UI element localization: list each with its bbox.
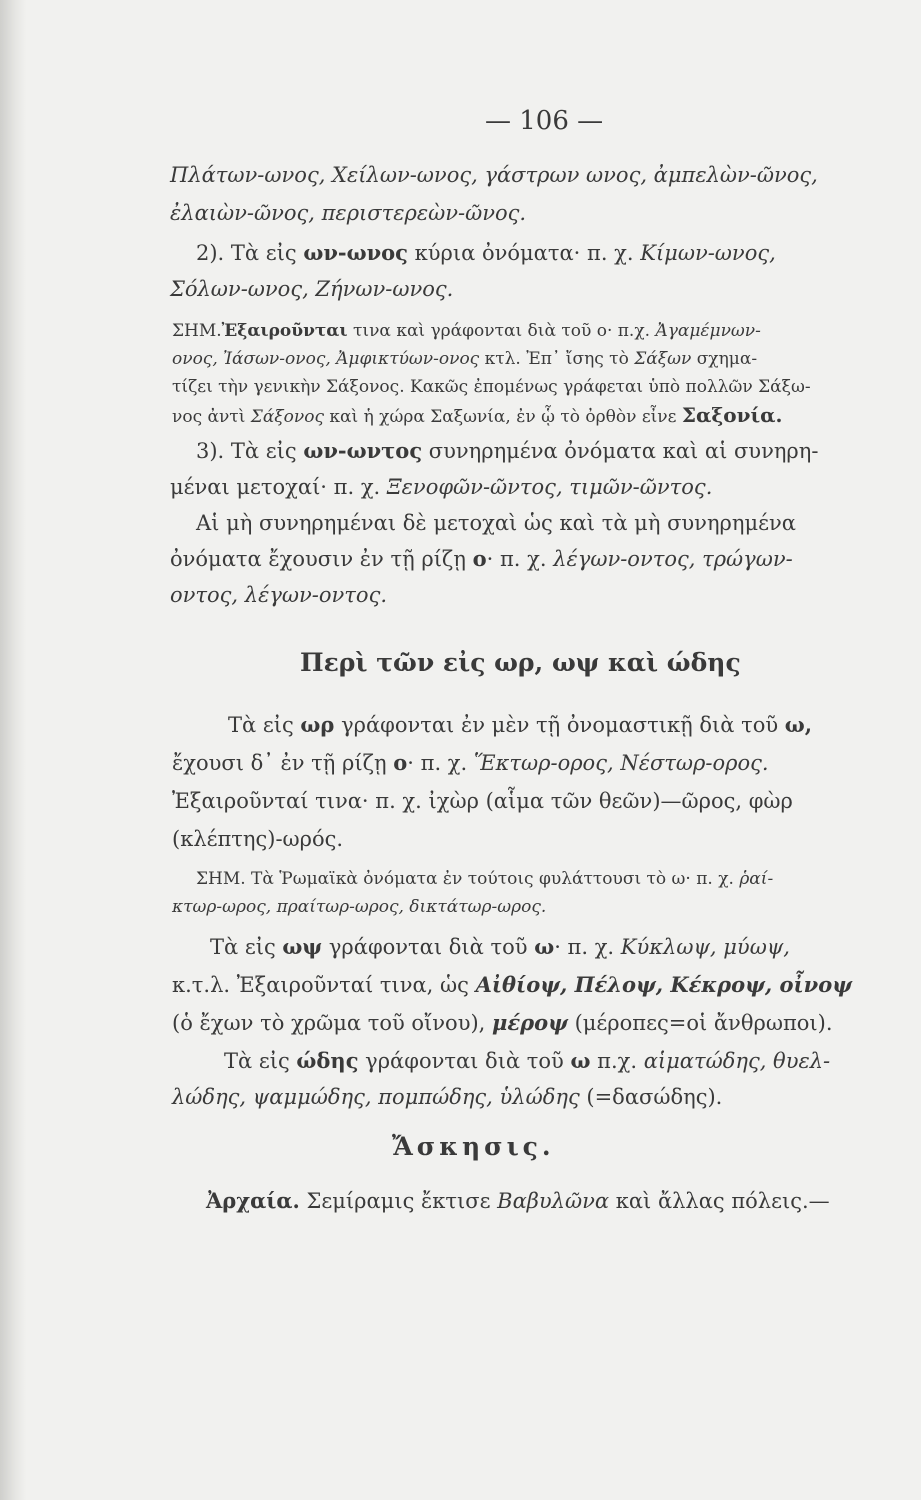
page-gutter-shadow: [0, 0, 26, 1500]
text-run-italic: Βαβυλῶνα: [497, 1189, 610, 1213]
text-line: [172, 1082, 722, 1112]
text-line: [210, 932, 790, 962]
text-run: κ.τ.λ. Ἐξαιροῦνταί τινα, ὡς: [172, 973, 476, 997]
note-line: [172, 318, 761, 344]
text-line: [172, 748, 769, 778]
text-run: Τὰ εἰς: [224, 1049, 297, 1073]
text-run: ΣΗΜ.: [172, 321, 222, 341]
text-run: κτλ. Ἐπ᾿ ἴσης τὸ: [479, 349, 635, 369]
text-run-bold: ω: [570, 1048, 591, 1073]
text-run: (ὁ ἔχων τὸ χρῶμα τοῦ οἴνου),: [172, 1011, 493, 1035]
text-run-italic: Ξενοφῶν-ῶντος, τιμῶν-ῶντος.: [386, 475, 713, 499]
text-run-bold: ω,: [784, 712, 813, 737]
text-run: τινα καὶ γράφονται διὰ τοῦ ο· π.χ.: [347, 321, 656, 341]
text-run: · π. χ.: [554, 935, 621, 959]
text-line: [170, 472, 712, 502]
text-run: καὶ ἡ χώρα Σαξωνία, ἐν ᾧ τὸ ὀρθὸν εἶνε: [324, 407, 682, 427]
text-run-italic: Κίμων-ωνος,: [640, 241, 776, 265]
text-run: Τὰ εἰς: [228, 713, 301, 737]
note-line: κτωρ-ωρος, πραίτωρ-ωρος, δικτάτωρ-ωρος.: [172, 897, 547, 917]
text-line: [172, 1008, 833, 1038]
text-run-bold: ωρ: [300, 712, 335, 737]
text-run-bold-italic: Αἰθίοψ, Πέλοψ, Κέκροψ, οἶνοψ: [475, 972, 852, 997]
text-line: Αἱ μὴ συνηρημέναι δὲ μετοχαὶ ὡς καὶ τὰ μὴ συνηρημένα: [196, 511, 796, 535]
text-run: ὀνόματα ἔχουσιν ἐν τῇ ρίζῃ: [170, 547, 473, 571]
text-run: Τὰ εἰς: [210, 935, 283, 959]
text-run-bold: ω: [534, 934, 555, 959]
text-run-italic: αἱματώδης, θυελ-: [643, 1049, 831, 1073]
text-run: κύρια ὀνόματα· π. χ.: [407, 241, 641, 265]
text-line: [170, 544, 793, 574]
text-run-bold: ώδης: [296, 1048, 359, 1073]
exercise-heading: Ἄσκησις.: [392, 1132, 555, 1161]
text-run-italic: λώδης, ψαμμώδης, πομπώδης, ὑλώδης: [172, 1085, 580, 1109]
text-run-italic: Σάξονος: [250, 407, 324, 427]
text-run: Σεμίραμις ἔκτισε: [299, 1189, 498, 1213]
text-run-italic: λέγων-οντος, τρώγων-: [553, 547, 793, 571]
text-line: [228, 710, 812, 740]
text-run: γράφονται διὰ τοῦ: [322, 935, 535, 959]
text-run: (=δασώδης).: [579, 1085, 723, 1109]
text-line: [196, 238, 776, 268]
text-line: [196, 436, 818, 466]
text-run: σχημα-: [691, 349, 758, 369]
text-run: 3). Τὰ εἰς: [196, 439, 304, 463]
note-line: [172, 402, 782, 430]
text-run: 2). Τὰ εἰς: [196, 241, 304, 265]
text-line: (κλέπτης)-ωρός.: [172, 827, 344, 851]
text-line: Ἐξαιροῦνταί τινα· π. χ. ἰχὼρ (αἷμα τῶν θεῶν)—ῶρος, φὼρ: [172, 789, 793, 813]
text-line: Σόλων-ωνος, Ζήνων-ωνος.: [170, 277, 454, 301]
text-run-italic: Κύκλωψ, μύωψ,: [620, 935, 790, 959]
note-line: τίζει τὴν γενικὴν Σάξονος. Κακῶς ἐπομένως γράφεται ὑπὸ πολλῶν Σάξω-: [172, 377, 811, 397]
text-run-italic: ονος, Ἰάσων-ονος, Ἀμφικτύων-ονος: [172, 349, 480, 369]
text-line: [172, 970, 852, 1000]
text-run: συνηρημένα ὀνόματα καὶ αἱ συνηρη-: [422, 439, 819, 463]
text-run-bold-italic: μέροψ: [492, 1010, 568, 1035]
text-run: νος ἀντὶ: [172, 407, 251, 427]
text-run: ΣΗΜ. Τὰ Ῥωμαϊκὰ ὀνόματα ἐν τούτοις φυλάττουσι τὸ ω· π. χ.: [196, 869, 740, 889]
page-number: — 106 —: [485, 106, 604, 136]
text-run: μέναι μετοχαί· π. χ.: [170, 475, 387, 499]
note-line: [172, 346, 757, 372]
text-run-italic: Σάξων: [634, 349, 692, 369]
text-run-italic: ῥαί-: [739, 869, 774, 889]
text-run: · π. χ.: [486, 547, 554, 571]
text-run-bold: ο: [393, 750, 408, 775]
text-run: ἔχουσι δ᾿ ἐν τῇ ρίζῃ: [172, 751, 394, 775]
text-run-bold: ων-ωντος: [303, 438, 423, 463]
text-run: π.χ.: [590, 1049, 644, 1073]
text-run: καὶ ἄλλας πόλεις.—: [609, 1189, 830, 1213]
text-line: [224, 1046, 830, 1076]
text-run-bold: ων-ωνος: [303, 240, 408, 265]
text-run-bold: ο: [472, 546, 487, 571]
text-run-bold: Ἐξαιροῦνται: [221, 321, 348, 341]
text-line: οντος, λέγων-οντος.: [170, 583, 388, 607]
text-line: [206, 1186, 830, 1216]
text-run: γράφονται διὰ τοῦ: [358, 1049, 571, 1073]
text-run: (μέροπες=οἱ ἄνθρωποι).: [567, 1011, 833, 1035]
text-run-bold: Σαξονία.: [681, 403, 783, 427]
text-run: γράφονται ἐν μὲν τῇ ὀνομαστικῇ διὰ τοῦ: [334, 713, 785, 737]
note-line: [196, 866, 773, 892]
section-heading: Περὶ τῶν εἰς ωρ, ωψ καὶ ώδης: [300, 648, 741, 677]
text-run-bold: Ἀρχαία.: [206, 1188, 300, 1213]
text-run-italic: Ἕκτωρ-ορος, Νέστωρ-ορος.: [473, 751, 769, 775]
text-line: ἐλαιὼν-ῶνος, περιστερεὼν-ῶνος.: [170, 201, 527, 225]
text-run-italic: Ἀγαμέμνων-: [655, 321, 761, 341]
text-run-bold: ωψ: [282, 934, 323, 959]
text-line: Πλάτων-ωνος, Χείλων-ωνος, γάστρων ωνος, ἀμπελὼν-ῶνος,: [170, 163, 818, 187]
text-run: · π. χ.: [407, 751, 474, 775]
